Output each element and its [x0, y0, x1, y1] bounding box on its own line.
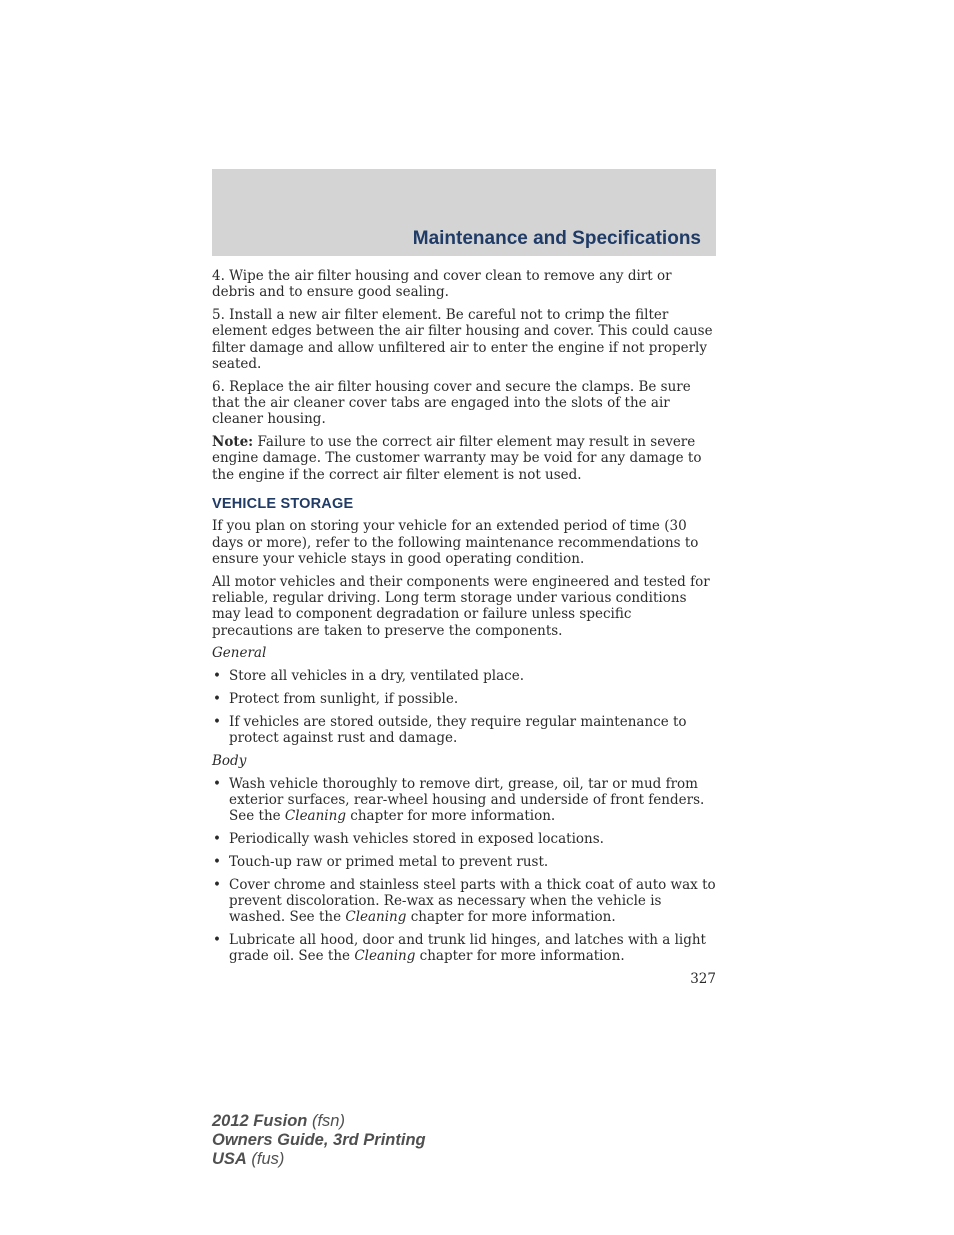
- footer-market-code: (fus): [246, 1150, 285, 1168]
- footer-guide: Owners Guide, 3rd Printing: [212, 1131, 426, 1149]
- list-item: [212, 932, 716, 965]
- general-subheading: General: [212, 645, 267, 662]
- body-subheading: Body: [212, 752, 247, 769]
- list-item-text: Lubricate all hood, door and trunk lid hinges, and latches with a light grade oil. See the: [229, 932, 706, 965]
- list-item: • Touch-up raw or primed metal to prevent rust.: [212, 854, 716, 870]
- footer-model-code: (fsn): [307, 1112, 345, 1130]
- footer-line-model: [212, 1112, 426, 1131]
- general-list: [212, 668, 716, 746]
- list-item-text: Wash vehicle thoroughly to remove dirt, grease, oil, tar or mud from exterior surfaces, rear-wheel housing and underside of front fenders. See the: [229, 775, 705, 825]
- body-list: [212, 776, 716, 965]
- section-header-band: [212, 169, 716, 256]
- list-item: • Protect from sunlight, if possible.: [212, 691, 716, 707]
- note-paragraph: [212, 434, 716, 483]
- list-item-text: chapter for more information.: [406, 909, 616, 926]
- list-item: • If vehicles are stored outside, they require regular maintenance to protect against rust and damage.: [212, 714, 716, 747]
- list-item: • Periodically wash vehicles stored in exposed locations.: [212, 831, 716, 847]
- step-4: 4. Wipe the air filter housing and cover clean to remove any dirt or debris and to ensure good sealing.: [212, 268, 672, 301]
- cleaning-reference: Cleaning: [284, 808, 346, 825]
- storage-intro: If you plan on storing your vehicle for an extended period of time (30 days or more), refer to the following maintenance recommendations to ensure your vehicle stays in good operating condition.: [212, 518, 699, 567]
- list-item: [212, 877, 716, 926]
- step-5: 5. Install a new air filter element. Be careful not to crimp the filter element edges between the air filter housing and cover. This could cause filter damage and allow unfiltered air to enter the engine if not properly seated.: [212, 307, 713, 372]
- cleaning-reference: Cleaning: [354, 948, 416, 965]
- cleaning-reference: Cleaning: [345, 909, 407, 926]
- page-content: [212, 268, 716, 987]
- list-item-text: chapter for more information.: [345, 808, 556, 825]
- note-label: Note:: [212, 434, 254, 451]
- footer-market: USA: [212, 1150, 247, 1168]
- list-item: • Store all vehicles in a dry, ventilated place.: [212, 668, 716, 684]
- list-item-text: Cover chrome and stainless steel parts with a thick coat of auto wax to prevent discoloration. Re-wax as necessary when the vehicle is washed. See the: [229, 876, 716, 926]
- page-number: 327: [690, 971, 716, 988]
- footer-line-guide: [212, 1131, 426, 1150]
- list-item: [212, 776, 716, 825]
- note-text: Failure to use the correct air filter element may result in severe engine damage. The customer warranty may be void for any damage to the engine if the correct air filter element is not used.: [212, 434, 702, 483]
- list-item-text: chapter for more information.: [415, 948, 625, 965]
- vehicle-storage-heading: VEHICLE STORAGE: [212, 496, 354, 513]
- storage-precautions: All motor vehicles and their components were engineered and tested for reliable, regular driving. Long term storage under various conditions may lead to component degradation or failure unless specific precautions are taken to preserve the components.: [212, 573, 710, 639]
- footer-model: 2012 Fusion: [212, 1112, 308, 1130]
- document-footer: [212, 1112, 426, 1169]
- section-title: Maintenance and Specifications: [412, 228, 701, 249]
- footer-line-market: [212, 1150, 426, 1169]
- step-6: 6. Replace the air filter housing cover and secure the clamps. Be sure that the air cleaner cover tabs are engaged into the slots of the air cleaner housing.: [212, 378, 691, 428]
